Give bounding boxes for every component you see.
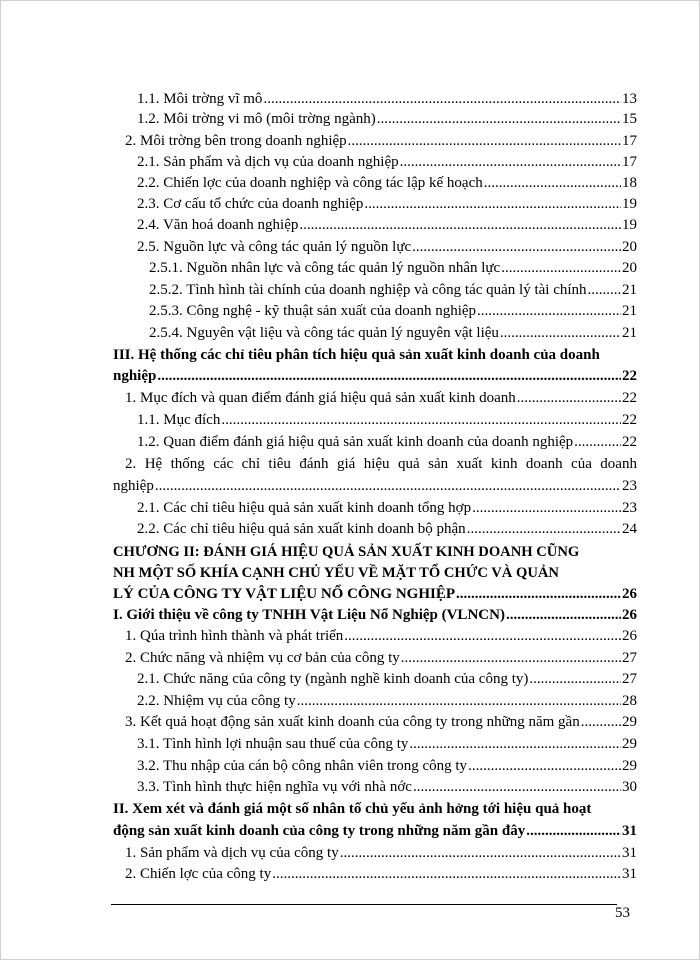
toc-entry-title: 1. Mục đích và quan điểm đánh giá hiệu quả sản xuất kinh doanh: [125, 390, 516, 406]
dot-leader: [477, 301, 621, 321]
toc-entry[interactable]: [137, 89, 637, 109]
toc-entry[interactable]: [113, 605, 637, 625]
toc-entry[interactable]: [137, 237, 637, 257]
toc-entry-title: 2.2. Nhiệm vụ của công ty: [137, 693, 296, 709]
toc-entry-title: 2.4. Văn hoá doanh nghiệp: [137, 217, 299, 233]
dot-leader: [364, 194, 621, 214]
toc-word: thống: [170, 456, 205, 472]
toc-entry-title: 2.2. Chiến lợc của doanh nghiệp và công tác lập kế hoạch: [137, 175, 483, 191]
dot-leader: [297, 691, 621, 711]
toc-entry[interactable]: [149, 323, 637, 343]
dot-leader: [467, 519, 621, 539]
toc-entry[interactable]: [137, 498, 637, 518]
toc-page-number: 20: [622, 260, 637, 276]
toc-entry-title: 2.5.2. Tình hình tài chính của doanh nghiệp và công tác quản lý tài chính: [149, 282, 587, 298]
toc-word: sản: [428, 456, 449, 472]
toc-entry[interactable]: [125, 388, 637, 408]
toc-word: tiêu: [268, 456, 291, 472]
toc-entry-title: 2.5.1. Nguồn nhân lực và công tác quản lý nguồn nhân lực: [149, 260, 501, 276]
toc-entry-title: 1.2. Môi trờng vi mô (môi trờng ngành): [137, 111, 376, 127]
chapter-heading-line[interactable]: CHƯƠNG II: ĐÁNH GIÁ HIỆU QUẢ SẢN XUẤT KINH DOANH CŨNG: [113, 544, 580, 560]
dot-leader: [221, 410, 621, 430]
toc-page-number: 23: [622, 478, 637, 494]
toc-word: xuất: [456, 456, 483, 472]
dot-leader: [456, 584, 621, 604]
toc-page-number: 13: [622, 91, 637, 107]
dot-leader: [517, 388, 621, 408]
toc-entry[interactable]: [149, 301, 637, 321]
footer-page-number: 53: [615, 905, 630, 921]
dot-leader: [299, 215, 621, 235]
dot-leader: [348, 131, 621, 151]
toc-page-number: 22: [622, 412, 637, 428]
toc-page-number: 22: [622, 434, 637, 450]
dot-leader: [400, 152, 621, 172]
dot-leader: [574, 432, 621, 452]
toc-page-number: 30: [622, 779, 637, 795]
dot-leader: [581, 712, 621, 732]
toc-entry-title: 1.2. Quan điểm đánh giá hiệu quả sản xuất kinh doanh của doanh nghiệp: [137, 434, 574, 450]
toc-entry-title: I. Giới thiệu về công ty TNHH Vật Liệu Nổ Nghiệp (VLNCN): [113, 607, 505, 623]
toc-entry-title: LÝ CỦA CÔNG TY VẬT LIỆU NỔ CÔNG NGHIỆP: [113, 586, 455, 602]
toc-page-number: 28: [622, 693, 637, 709]
toc-page-number: 15: [622, 111, 637, 127]
toc-entry-title: 3.2. Thu nhập của cán bộ công nhân viên trong công ty: [137, 758, 468, 774]
toc-word: 2.: [125, 456, 137, 472]
toc-entry[interactable]: [125, 648, 637, 668]
toc-page-number: 20: [622, 239, 637, 255]
chapter-heading-line[interactable]: NH MỘT SỐ KHÍA CẠNH CHỦ YẾU VỀ MẶT TỔ CHỨC VÀ QUẢN: [113, 565, 559, 581]
toc-entry[interactable]: [113, 366, 637, 386]
toc-heading[interactable]: II. Xem xét và đánh giá một số nhân tố chủ yếu ảnh hởng tới hiệu quả hoạt: [113, 801, 592, 817]
toc-page-number: 17: [622, 154, 637, 170]
toc-entry[interactable]: [137, 734, 637, 754]
toc-page-number: 19: [622, 217, 637, 233]
dot-leader: [501, 258, 621, 278]
toc-entry-title: 2.3. Cơ cấu tổ chức của doanh nghiệp: [137, 196, 364, 212]
toc-entry[interactable]: [137, 691, 637, 711]
dot-leader: [468, 756, 621, 776]
toc-entry-title: 1.1. Mục đích: [137, 412, 221, 428]
toc-entry[interactable]: [137, 410, 637, 430]
toc-page-number: 22: [622, 368, 637, 384]
dot-leader: [529, 669, 621, 689]
toc-entry-title: 2.5. Nguồn lực và công tác quản lý nguồn lực: [137, 239, 412, 255]
toc-page-number: 29: [622, 714, 637, 730]
dot-leader: [155, 476, 621, 496]
toc-word: của: [571, 456, 592, 472]
toc-word: doanh: [525, 456, 563, 472]
toc-heading-justified[interactable]: [125, 454, 637, 474]
dot-leader: [401, 648, 621, 668]
dot-leader: [340, 843, 621, 863]
toc-entry[interactable]: [113, 476, 637, 496]
toc-word: kinh: [490, 456, 518, 472]
toc-page-number: 31: [622, 845, 637, 861]
toc-entry[interactable]: [125, 712, 637, 732]
toc-entry[interactable]: [137, 756, 637, 776]
toc-page-number: 31: [622, 823, 637, 839]
toc-entry-title: 2.1. Chức năng của công ty (ngành nghề kinh doanh của công ty): [137, 671, 529, 687]
toc-entry[interactable]: [137, 109, 637, 129]
dot-leader: [377, 109, 621, 129]
toc-entry-title: 2. Môi trờng bên trong doanh nghiệp: [125, 133, 347, 149]
toc-page-number: 26: [622, 586, 637, 602]
dot-leader: [412, 237, 621, 257]
dot-leader: [409, 734, 621, 754]
toc-entry[interactable]: [125, 626, 637, 646]
toc-entry[interactable]: [149, 280, 637, 300]
toc-page-number: 24: [622, 521, 637, 537]
toc-entry-title: 1.1. Môi trờng vĩ mô: [137, 91, 263, 107]
toc-page-number: 27: [622, 671, 637, 687]
toc-page-number: 31: [622, 866, 637, 882]
dot-leader: [157, 366, 621, 386]
toc-word: hiệu: [363, 456, 390, 472]
toc-word: chỉ: [241, 456, 260, 472]
toc-word: doanh: [600, 456, 637, 472]
toc-entry[interactable]: [137, 519, 637, 539]
toc-entry[interactable]: [125, 864, 637, 884]
toc-entry-title: 2. Chiến lợc của công ty: [125, 866, 272, 882]
toc-entry[interactable]: [137, 432, 637, 452]
toc-entry[interactable]: [125, 131, 637, 151]
toc-page-number: 23: [622, 500, 637, 516]
toc-page-number: 19: [622, 196, 637, 212]
toc-entry[interactable]: [137, 152, 637, 172]
toc-entry-title: nghiệp: [113, 478, 154, 494]
toc-word: quả: [398, 456, 420, 472]
dot-leader: [500, 323, 621, 343]
toc-page-number: 22: [622, 390, 637, 406]
toc-page-number: 17: [622, 133, 637, 149]
footer-rule: [111, 904, 617, 905]
toc-entry[interactable]: [113, 584, 637, 604]
toc-heading[interactable]: III. Hệ thống các chỉ tiêu phân tích hiệu quả sản xuất kinh doanh của doanh: [113, 347, 600, 363]
toc-page-number: 27: [622, 650, 637, 666]
dot-leader: [413, 777, 621, 797]
dot-leader: [526, 821, 621, 841]
toc-entry[interactable]: [125, 843, 637, 863]
toc-entry[interactable]: [137, 173, 637, 193]
dot-leader: [344, 626, 621, 646]
toc-page-number: 21: [622, 325, 637, 341]
toc-entry[interactable]: [149, 258, 637, 278]
toc-page-number: 29: [622, 736, 637, 752]
toc-entry-title: 2.5.4. Nguyên vật liệu và công tác quản lý nguyên vật liệu: [149, 325, 499, 341]
toc-page-number: 29: [622, 758, 637, 774]
toc-entry[interactable]: [113, 821, 637, 841]
toc-page-number: 26: [622, 607, 637, 623]
toc-entry-title: động sản xuất kinh doanh của công ty trong những năm gần đây: [113, 823, 526, 839]
toc-entry-title: 2.2. Các chỉ tiêu hiệu quả sản xuất kinh doanh bộ phận: [137, 521, 466, 537]
toc-entry-title: 1. Sản phẩm và dịch vụ của công ty: [125, 845, 339, 861]
toc-word: giá: [336, 456, 356, 472]
dot-leader: [588, 280, 621, 300]
toc-entry-title: 2.1. Sản phẩm và dịch vụ của doanh nghiệp: [137, 154, 399, 170]
dot-leader: [506, 605, 621, 625]
toc-entry[interactable]: [137, 777, 637, 797]
toc-page-number: 18: [622, 175, 637, 191]
dot-leader: [263, 89, 621, 109]
toc-word: đánh: [299, 456, 329, 472]
toc-entry-title: nghiệp: [113, 368, 157, 384]
toc-page-number: 21: [622, 282, 637, 298]
toc-entry-title: 1. Qúa trình hình thành và phát triển: [125, 628, 344, 644]
dot-leader: [272, 864, 621, 884]
toc-entry[interactable]: [137, 669, 637, 689]
dot-leader: [484, 173, 621, 193]
dot-leader: [472, 498, 621, 518]
toc-entry[interactable]: [137, 194, 637, 214]
toc-word: Hệ: [144, 456, 163, 472]
toc-entry-title: 3. Kết quả hoạt động sản xuất kinh doanh của công ty trong những năm gần: [125, 714, 580, 730]
toc-word: các: [213, 456, 234, 472]
toc-entry[interactable]: [137, 215, 637, 235]
toc-page-number: 21: [622, 303, 637, 319]
toc-entry-title: 2. Chức năng và nhiệm vụ cơ bản của công ty: [125, 650, 400, 666]
toc-entry-title: 3.3. Tình hình thực hiện nghĩa vụ với nhà nớc: [137, 779, 412, 795]
toc-entry-title: 2.5.3. Công nghệ - kỹ thuật sản xuất của doanh nghiệp: [149, 303, 477, 319]
toc-entry-title: 3.1. Tình hình lợi nhuận sau thuế của công ty: [137, 736, 409, 752]
toc-page-number: 26: [622, 628, 637, 644]
toc-entry-title: 2.1. Các chỉ tiêu hiệu quả sản xuất kinh doanh tổng hợp: [137, 500, 472, 516]
